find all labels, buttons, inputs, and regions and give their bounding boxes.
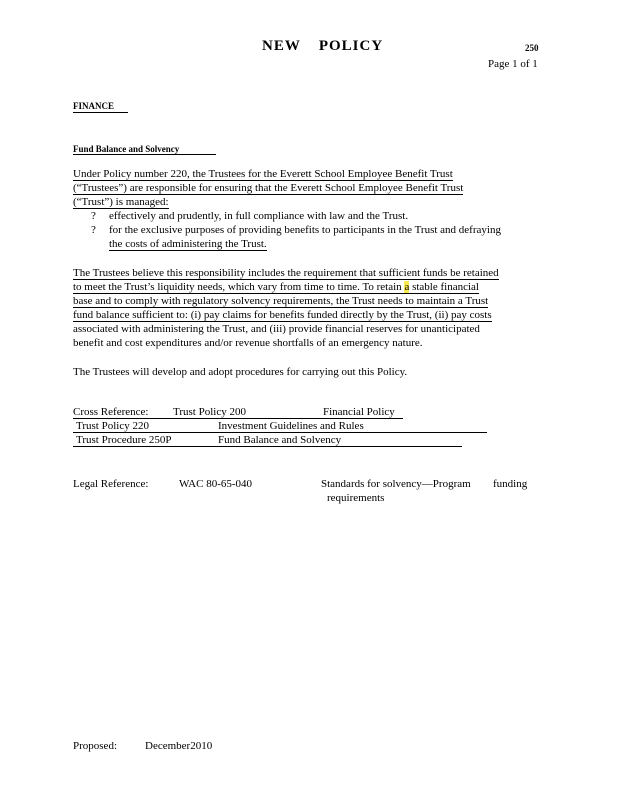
legal-ref-label: Legal Reference: [73, 478, 149, 490]
cross-reference [73, 405, 543, 447]
bullet-item [73, 209, 543, 223]
bullet-item [73, 223, 543, 237]
bullet-marker: ? [91, 210, 96, 222]
paragraph-management [73, 167, 543, 251]
cross-ref-title: Financial Policy [323, 406, 395, 418]
page-title [262, 38, 383, 55]
text-line: base and to comply with regulatory solvency requirements, the Trust needs to maintain a Trust [73, 295, 489, 307]
text-segment: to meet the Trust’s liquidity needs, which vary from time to time. To retain [73, 281, 405, 293]
policy-number: 250 [525, 43, 539, 53]
text-line: (“Trustees”) are responsible for ensuring that the Everett School Employee Benefit Trust [73, 182, 464, 194]
cross-ref-code: Trust Policy 200 [173, 406, 246, 418]
bullet-text: for the exclusive purposes of providing benefits to participants in the Trust and defraying [109, 224, 501, 236]
legal-reference [73, 477, 543, 505]
text-line: (“Trust”) is managed: [73, 196, 169, 208]
highlighted-text: a [404, 281, 410, 293]
cross-ref-label: Cross Reference: [73, 406, 149, 418]
section-subtitle: Fund Balance and Solvency [73, 144, 180, 154]
text-segment: stable financial [409, 281, 479, 293]
text-line [73, 281, 479, 294]
paragraph-procedures [73, 365, 543, 379]
title-word-new: NEW [262, 38, 301, 54]
proposed-date: December2010 [145, 740, 213, 752]
section-finance: FINANCE [73, 101, 115, 111]
text-line: fund balance sufficient to: (i) pay claims for benefits funded directly by the Trust, (ii) pay costs [73, 309, 492, 321]
text-line: associated with administering the Trust, and (iii) provide financial reserves for unanticipated [73, 323, 480, 335]
bullet-text-continued: the costs of administering the Trust. [109, 238, 267, 250]
cross-ref-code: Trust Policy 220 [76, 420, 149, 432]
cross-ref-title: Investment Guidelines and Rules [218, 420, 364, 432]
cross-ref-code: Trust Procedure 250P [76, 434, 172, 446]
legal-ref-description-continued: requirements [327, 492, 385, 504]
finance-underline [73, 112, 128, 113]
text-line: The Trustees believe this responsibility includes the requirement that sufficient funds be retained [73, 267, 499, 279]
cross-ref-title: Fund Balance and Solvency [218, 434, 342, 446]
proposed-date-line [73, 740, 212, 752]
legal-ref-description: Standards for solvency—Program [321, 478, 471, 490]
bullet-marker: ? [91, 224, 96, 236]
page-indicator: Page 1 of 1 [488, 58, 538, 70]
text-line: benefit and cost expenditures and/or revenue shortfalls of an emergency nature. [73, 337, 423, 349]
title-word-policy: POLICY [318, 38, 384, 54]
legal-ref-description-extra: funding [493, 478, 528, 490]
cross-ref-row [73, 406, 403, 419]
cross-ref-row [73, 420, 487, 433]
legal-ref-code: WAC 80-65-040 [179, 478, 253, 490]
text-line: The Trustees will develop and adopt procedures for carrying out this Policy. [73, 366, 408, 378]
cross-ref-row [73, 434, 462, 447]
paragraph-responsibility [73, 266, 543, 350]
subtitle-underline [73, 154, 216, 155]
bullet-text: effectively and prudently, in full compliance with law and the Trust. [109, 210, 409, 222]
text-line: Under Policy number 220, the Trustees for the Everett School Employee Benefit Trust [73, 168, 453, 180]
proposed-label: Proposed: [73, 740, 117, 752]
